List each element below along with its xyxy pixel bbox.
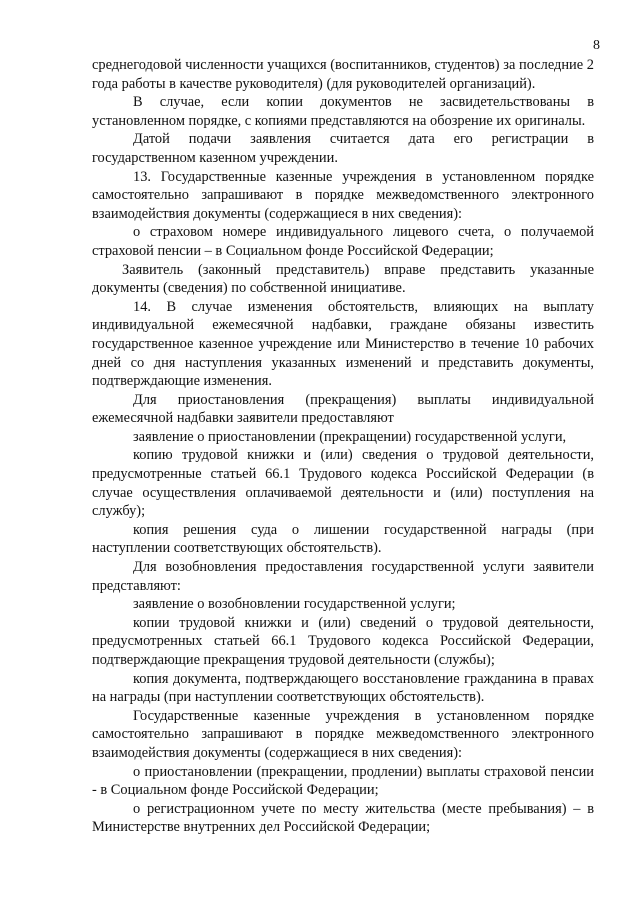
list-item-suspension-application: заявление о приостановлении (прекращении) государственной услуги, [133, 428, 567, 445]
paragraph-continuation: среднегодовой численности учащихся (воспитанников, студентов) за последние 2 года работы в качестве руководителя) (для руководителей организаций). [92, 57, 594, 92]
document-body [92, 56, 594, 837]
page-number: 8 [593, 38, 600, 53]
paragraph-suspension-intro: Для приостановления (прекращения) выплаты индивидуальной ежемесячной надбавки заявители предоставляют [92, 391, 594, 427]
paragraph-insurance-number: о страховом номере индивидуального лицевого счета, о получаемой страховой пенсии – в Социальном фонде Российской Федерации; [92, 224, 594, 259]
paragraph-13: 13. Государственные казенные учреждения в установленном порядке самостоятельно запрашивают в порядке межведомственного электронного взаимодействия документы (содержащиеся в них сведения): [92, 168, 594, 222]
paragraph-resumption-intro: Для возобновления предоставления государственной услуги заявители представляют: [92, 559, 594, 594]
paragraph-applicant-right: Заявитель (законный представитель) вправе представить указанные документы (сведения) по собственной инициативе. [92, 261, 594, 297]
list-item-registration-record: о регистрационном учете по месту жительства (месте пребывания) – в Министерстве внутренних дел Российской Федерации; [92, 800, 594, 836]
paragraph-interagency-request: Государственные казенные учреждения в установленном порядке самостоятельно запрашивают в порядке межведомственного электронного взаимодействия документы (содержащиеся в них сведения): [92, 707, 594, 761]
list-item-restoration-document-copy: копия документа, подтверждающего восстановление гражданина в правах на награды (при наступлении соответствующих обстоятельств). [92, 670, 594, 706]
list-item-pension-suspension: о приостановлении (прекращении, продлении) выплаты страховой пенсии - в Социальном фонде Российской Федерации; [92, 763, 594, 799]
list-item-employment-info-copies: копии трудовой книжки и (или) сведений о трудовой деятельности, предусмотренных статьей 66.1 Трудового кодекса Российской Федерации, подтверждающие прекращения трудовой деятельности (службы); [92, 614, 594, 668]
paragraph-application-date: Датой подачи заявления считается дата его регистрации в государственном казенном учреждении. [92, 131, 594, 166]
list-item-resumption-application: заявление о возобновлении государственной услуги; [133, 596, 456, 613]
list-item-employment-record-copy: копию трудовой книжки и (или) сведения о трудовой деятельности, предусмотренные статьей 66.1 Трудового кодекса Российской Федерации (в случае осуществления оплачиваемой деятельности и (или) поступления на службу); [92, 447, 594, 520]
list-item-court-decision-copy: копия решения суда о лишении государственной награды (при наступлении соответствующих обстоятельств). [92, 521, 594, 557]
paragraph-14: 14. В случае изменения обстоятельств, влияющих на выплату индивидуальной ежемесячной надбавки, граждане обязаны известить государственное казенное учреждение или Министерство в течение 10 рабочих дней со дня наступления указанных изменений и представить документы, подтверждающие изменения. [92, 298, 594, 390]
paragraph-copies-not-certified: В случае, если копии документов не засвидетельствованы в установленном порядке, с копиями представляются на обозрение их оригиналы. [92, 94, 594, 129]
